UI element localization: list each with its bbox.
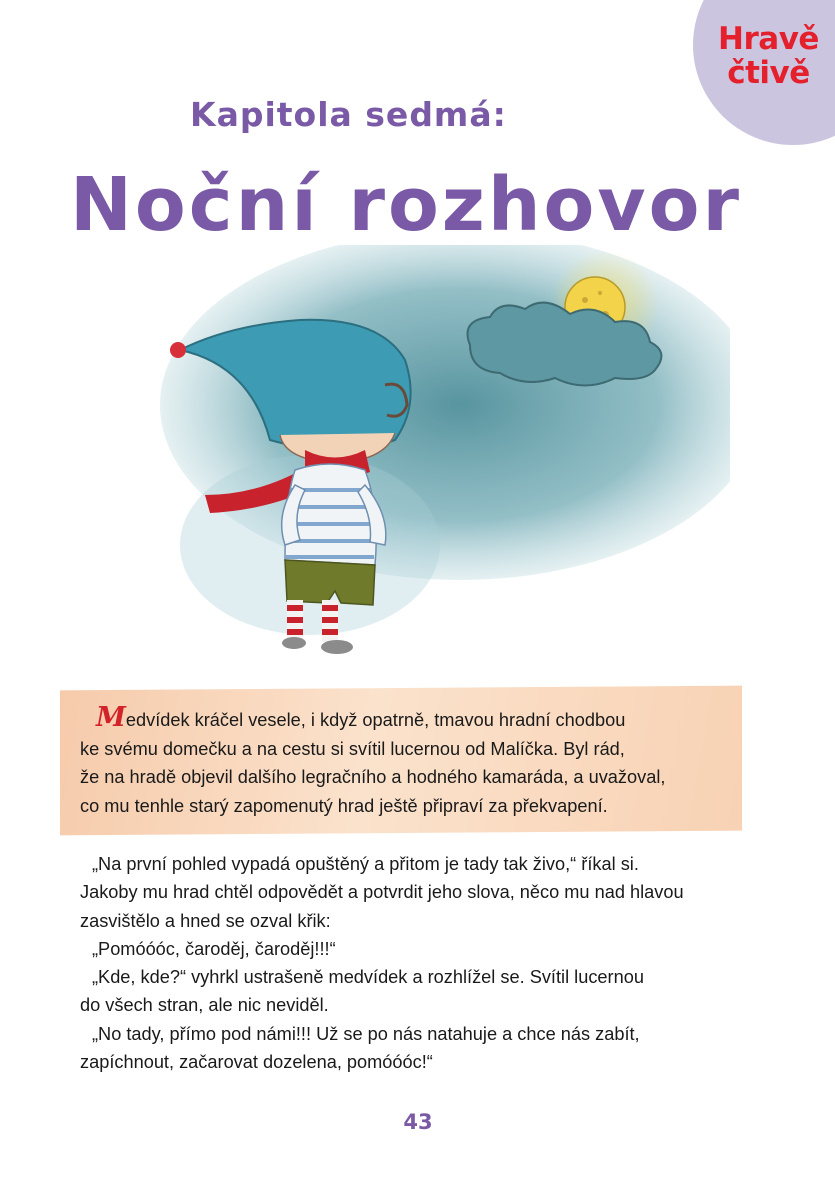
body-line: zapíchnout, začarovat dozelena, pomóóóc!“ — [80, 1052, 433, 1073]
gnome-night-illustration — [130, 245, 730, 675]
body-text — [80, 850, 760, 1076]
intro-line-2: ke svému domečku a na cestu si svítil lucernou od Malíčka. Byl rád, — [80, 738, 625, 759]
dropcap: M — [96, 702, 126, 733]
shoe-right — [321, 640, 353, 654]
intro-line-4: co mu tenhle starý zapomenutý hrad ještě připraví za překvapení. — [80, 795, 608, 816]
intro-line-3: že na hradě objevil dalšího legračního a hodného kamaráda, a uvažoval, — [80, 767, 666, 787]
intro-paragraph — [80, 702, 730, 820]
badge-line-1: Hravě — [718, 21, 819, 57]
badge-line-2: čtivě — [727, 55, 810, 91]
intro-line-1 — [80, 702, 730, 735]
hat-pompom — [170, 342, 186, 358]
body-line: „No tady, přímo pod námi!!! Už se po nás natahuje a chce nás zabít, — [92, 1023, 640, 1044]
body-line: „Kde, kde?“ vyhrkl ustrašeně medvídek a rozhlížel se. Svítil lucernou — [92, 967, 644, 988]
striped-shirt — [285, 464, 376, 565]
chapter-kicker: Kapitola sedmá: — [190, 95, 507, 134]
page-number: 43 — [403, 1110, 433, 1134]
body-line: Jakoby mu hrad chtěl odpovědět a potvrdit jeho slova, něco mu nad hlavou — [80, 882, 684, 903]
body-line: „Pomóóóc, čaroděj, čaroděj!!!“ — [92, 938, 336, 959]
green-shorts — [285, 560, 375, 605]
body-line: do všech stran, ale nic neviděl. — [80, 995, 329, 1016]
intro-line-1-rest: edvídek kráčel vesele, i když opatrně, tmavou hradní chodbou — [125, 710, 626, 730]
body-line: „Na první pohled vypadá opuštěný a přitom je tady tak živo,“ říkal si. — [92, 854, 639, 874]
shoe-left — [282, 637, 306, 649]
body-line: zasvištělo a hned se ozval křik: — [80, 910, 331, 931]
chapter-title: Noční rozhovor — [70, 162, 742, 248]
series-badge — [706, 22, 831, 90]
